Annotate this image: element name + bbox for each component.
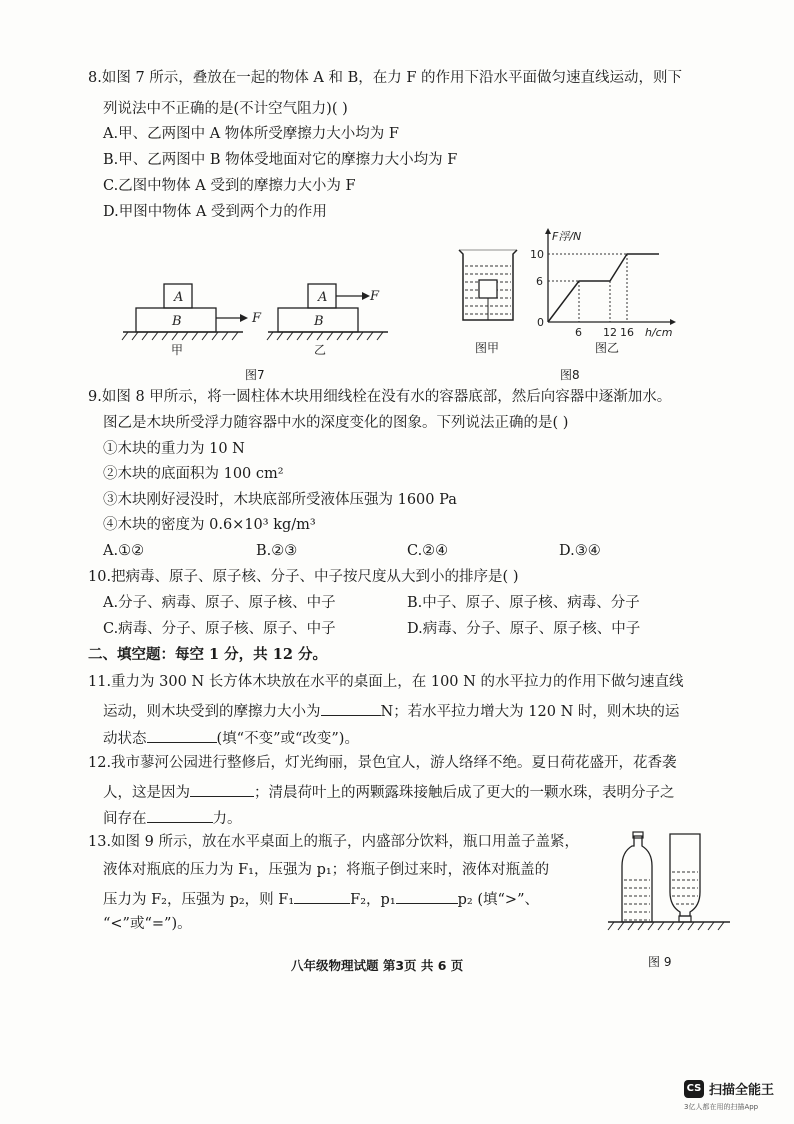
q8-option-c: C.乙图中物体 A 受到的摩擦力大小为 F xyxy=(103,178,356,194)
q11-blank-1[interactable] xyxy=(321,699,381,716)
q12-line1: 12.我市蓼河公园进行整修后，灯光绚丽，景色宜人，游人络绎不绝。夏日荷花盛开，花香袭 xyxy=(88,755,677,771)
label-f-right: F xyxy=(370,289,380,304)
section-2-heading: 二、填空题：每空 1 分，共 12 分。 xyxy=(88,646,327,663)
q9-statement-2: ②木块的底面积为 100 cm² xyxy=(103,466,284,482)
x-tick-6: 6 xyxy=(575,326,582,339)
label-yi: 乙 xyxy=(314,343,327,357)
q8-line2: 列说法中不正确的是(不计空气阻力)( ) xyxy=(103,101,348,117)
figure-8-diagram xyxy=(455,228,695,358)
page-footer: 八年级物理试题 第3页 共 6 页 xyxy=(291,958,464,973)
camscanner-name: 扫描全能王 xyxy=(709,1083,775,1098)
q8-option-a: A.甲、乙两图中 A 物体所受摩擦力大小均为 F xyxy=(103,126,399,142)
label-a-left: A xyxy=(174,290,184,305)
q9-option-d: D.③④ xyxy=(559,543,601,559)
label-jia: 甲 xyxy=(171,343,184,357)
camscanner-tagline: 3亿人都在用的扫描App xyxy=(684,1103,759,1111)
q10-option-c: C.病毒、分子、原子核、原子、中子 xyxy=(103,621,336,637)
figure-7-diagram xyxy=(118,270,398,360)
q13-blank-2[interactable] xyxy=(396,887,458,904)
q9-option-c: C.②④ xyxy=(407,543,449,559)
q9-statement-1: ①木块的重力为 10 N xyxy=(103,441,245,457)
y-tick-6: 6 xyxy=(536,275,543,288)
q11-line1: 11.重力为 300 N 长方体木块放在水平的桌面上，在 100 N 的水平拉力的作用下做匀速直线 xyxy=(88,674,684,690)
q13-line3: 压力为 F₂，压强为 p₂，则 F₁ F₂，p₁ p₂ (填“>”、 xyxy=(103,887,539,910)
q12-blank-1[interactable] xyxy=(190,780,254,797)
wood-block xyxy=(479,280,497,298)
label-a-right: A xyxy=(318,290,328,305)
q9-statement-4: ④木块的密度为 0.6×10³ kg/m³ xyxy=(103,517,316,533)
q9-option-a: A.①② xyxy=(103,543,145,559)
q9-line1: 9.如图 8 甲所示，将一圆柱体木块用细线栓在没有水的容器底部，然后向容器中逐渐加水。 xyxy=(88,389,672,405)
label-tu-yi: 图乙 xyxy=(595,341,620,355)
x-axis-label: h/cm xyxy=(645,326,673,339)
label-tu-jia: 图甲 xyxy=(475,341,500,355)
y-tick-10: 10 xyxy=(530,248,544,261)
q9-option-b: B.②③ xyxy=(256,543,298,559)
q10-option-b: B.中子、原子、原子核、病毒、分子 xyxy=(407,595,640,611)
q13-line4: “<”或“=”)。 xyxy=(103,916,192,932)
q9-statement-3: ③木块刚好浸没时，木块底部所受液体压强为 1600 Pa xyxy=(103,492,457,508)
q13-blank-1[interactable] xyxy=(294,887,350,904)
q8-option-b: B.甲、乙两图中 B 物体受地面对它的摩擦力大小均为 F xyxy=(103,152,458,168)
q13-line1: 13.如图 9 所示，放在水平桌面上的瓶子，内盛部分饮料，瓶口用盖子盖紧， xyxy=(88,834,580,850)
camscanner-logo: CS xyxy=(684,1080,704,1098)
q12-line3: 间存在 力。 xyxy=(103,806,242,829)
q12-line2: 人，这是因为 ；清晨荷叶上的两颗露珠接触后成了更大的一颗水珠，表明分子之 xyxy=(103,780,675,803)
figure-9-caption: 图 9 xyxy=(648,955,672,969)
q13-line2: 液体对瓶底的压力为 F₁，压强为 p₁；将瓶子倒过来时，液体对瓶盖的 xyxy=(103,862,550,878)
label-b-right: B xyxy=(314,314,324,329)
q11-blank-2[interactable] xyxy=(147,726,217,743)
q10-line1: 10.把病毒、原子、原子核、分子、中子按尺度从大到小的排序是( ) xyxy=(88,569,519,585)
x-tick-16: 16 xyxy=(620,326,634,339)
q10-option-a: A.分子、病毒、原子、原子核、中子 xyxy=(103,595,336,611)
q12-blank-2[interactable] xyxy=(147,806,213,823)
q8-option-d: D.甲图中物体 A 受到两个力的作用 xyxy=(103,204,327,220)
q9-line2: 图乙是木块所受浮力随容器中水的深度变化的图象。下列说法正确的是( ) xyxy=(103,415,569,431)
q11-line3: 动状态 (填“不变”或“改变”)。 xyxy=(103,726,359,749)
label-b-left: B xyxy=(172,314,182,329)
y-axis-label: F浮/N xyxy=(552,230,582,243)
q10-option-d: D.病毒、分子、原子、原子核、中子 xyxy=(407,621,641,637)
figure-7-caption: 图7 xyxy=(245,368,265,382)
label-f-left: F xyxy=(252,311,262,326)
buoyancy-curve xyxy=(548,254,659,322)
y-tick-0: 0 xyxy=(537,316,544,329)
figure-8-caption: 图8 xyxy=(560,368,580,382)
q11-line2: 运动，则木块受到的摩擦力大小为 N；若水平拉力增大为 120 N 时，则木块的运 xyxy=(103,699,679,722)
figure-9-diagram xyxy=(604,830,736,940)
x-tick-12: 12 xyxy=(603,326,617,339)
q8-line1: 8.如图 7 所示，叠放在一起的物体 A 和 B，在力 F 的作用下沿水平面做匀速直线运动，则下 xyxy=(88,70,683,86)
